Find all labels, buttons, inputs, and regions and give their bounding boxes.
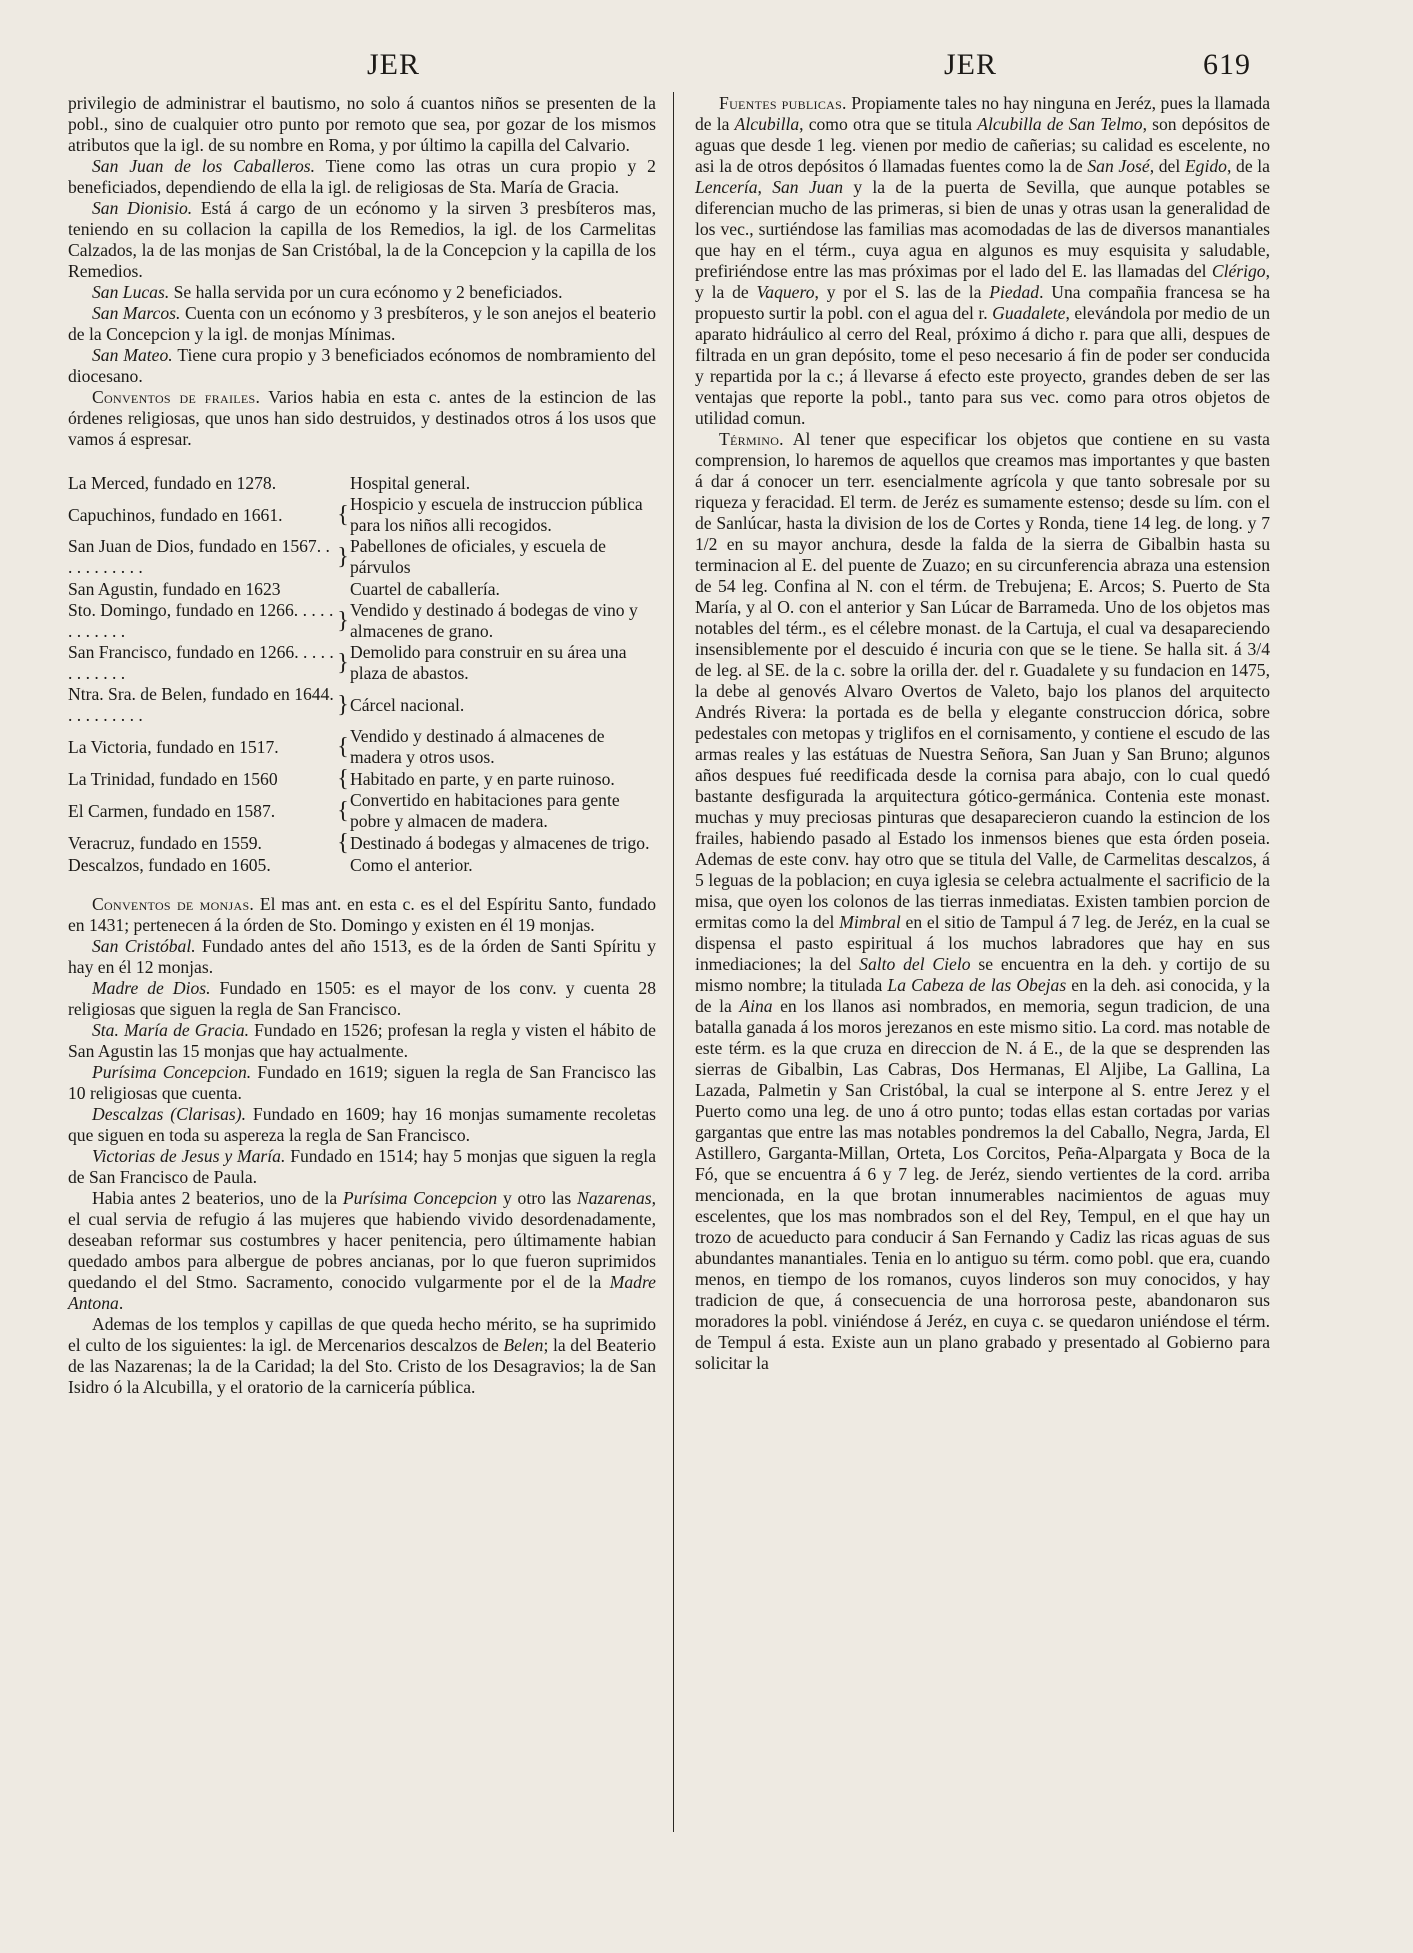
convent-name: Descalzos, fundado en 1605. [68, 854, 271, 875]
entry-san-dionisio: San Dionisio. Está á cargo de un ecónomo y la sirven 3 presbíteros mas, teniendo en su collacion la capilla de los Remedios, la igl. de los Carmelitas Calzados, la de las monjas de San Cristóbal, la de la Concepcion y la capilla de los Remedios. [68, 198, 657, 281]
convent-name: La Victoria, fundado en 1517. [68, 736, 279, 757]
brace: { [337, 766, 349, 792]
section-conventos-monjas: Conventos de monjas. El mas ant. en esta c. es el del Espíritu Santo, fundado en 1431; pertenecen á la órden de Sto. Domingo y existen en él 19 monjas. [68, 894, 657, 935]
convent-name: La Trinidad, fundado en 1560 [68, 768, 278, 789]
entry-san-juan-caballeros: San Juan de los Caballeros. Tiene como las otras un cura propio y 2 beneficiados, dependiendo de ella la igl. de religiosas de Sta. María de Gracia. [68, 156, 656, 197]
convent-name: San Agustin, fundado en 1623 [68, 578, 281, 599]
convent-use: Vendido y destinado á bodegas de vino y almacenes de grano. [350, 600, 638, 641]
brace: } [337, 650, 349, 676]
column-divider [673, 92, 674, 1832]
convent-row [68, 684, 656, 726]
convent-name: San Francisco, fundado en 1266. . . . . . . . . . . . [68, 642, 334, 683]
brace: } [337, 544, 349, 570]
convent-row [68, 578, 656, 600]
entry-sta-maria-gracia: Sta. María de Gracia. Fundado en 1526; profesan la regla y visten el hábito de San Agustin las 15 monjas que hay actualmente. [68, 1020, 656, 1061]
convent-row [68, 536, 656, 578]
convent-name: La Merced, fundado en 1278. [68, 472, 277, 493]
convent-row [68, 726, 656, 768]
convent-use: Pabellones de oficiales, y escuela de párvulos [350, 536, 606, 577]
convent-name: Veracruz, fundado en 1559. [68, 832, 262, 853]
convent-row [68, 472, 656, 494]
entry-san-marcos: San Marcos. Cuenta con un ecónomo y 3 presbíteros, y le son anejos el beaterio de la Concepcion y la igl. de monjas Mínimas. [68, 303, 656, 344]
convents-table [68, 472, 656, 876]
entry-purisima-concepcion: Purísima Concepcion. Fundado en 1619; siguen la regla de San Francisco las 10 religiosas que cuenta. [68, 1062, 656, 1103]
section-conventos-frailes: Conventos de frailes. Varios habia en esta c. antes de la estincion de las órdenes religiosas, que unos han sido destruidos, y destinados otros á los usos que vamos á espresar. [68, 387, 656, 449]
brace: { [337, 830, 349, 856]
convent-row [68, 854, 656, 876]
convent-name: Sto. Domingo, fundado en 1266. . . . . . . . . . . . [68, 600, 334, 641]
paragraph-beaterios: Habia antes 2 beaterios, uno de la Purísima Concepcion y otro las Nazarenas, el cual servia de refugio á las mujeres que habiendo vivido desordenadamente, deseaban reformar sus costumbres y hacer penitencia, pero últimamente habian quedado ambos para albergue de pobres ancianas, por lo que fueron suprimidos quedando el del Stmo. Sacramento, conocido vulgarmente por el de la Madre Antona. [68, 1188, 657, 1313]
convent-name: Capuchinos, fundado en 1661. [68, 504, 283, 525]
entry-san-mateo: San Mateo. Tiene cura propio y 3 beneficiados ecónomos de nombramiento del diocesano. [68, 345, 656, 386]
paragraph-templos-suprimidos: Ademas de los templos y capillas de que queda hecho mérito, se ha suprimido el culto de los siguientes: la igl. de Mercenarios descalzos de Belen; la del Beaterio de las Nazarenas; la de la Caridad; la del Sto. Cristo de los Desagravios; la de San Isidro ó la Alcubilla, y el oratorio de la carnicería pública. [68, 1314, 656, 1397]
convent-use: Como el anterior. [350, 854, 473, 875]
convent-use: Destinado á bodegas y almacenes de trigo. [350, 832, 650, 853]
entry-san-lucas: San Lucas. Se halla servida por un cura ecónomo y 2 beneficiados. [92, 282, 563, 302]
convent-use: Vendido y destinado á almacenes de madera y otros usos. [350, 726, 605, 767]
right-column [695, 93, 1270, 1374]
left-column [68, 93, 656, 1398]
convent-use: Cuartel de caballería. [350, 578, 500, 599]
entry-madre-de-dios: Madre de Dios. Fundado en 1505: es el mayor de los conv. y cuenta 28 religiosas que siguen la regla de San Francisco. [68, 978, 657, 1019]
convent-row [68, 768, 656, 790]
convent-use: Convertido en habitaciones para gente pobre y almacen de madera. [350, 790, 620, 831]
convent-use: Hospicio y escuela de instruccion pública para los niños alli recogidos. [350, 494, 643, 535]
brace: { [337, 798, 349, 824]
convent-use: Habitado en parte, y en parte ruinoso. [350, 768, 615, 789]
convent-name: San Juan de Dios, fundado en 1567. . . . . . . . . . . [68, 536, 330, 577]
entry-victorias: Victorias de Jesus y María. Fundado en 1514; hay 5 monjas que siguen la regla de San Francisco de Paula. [68, 1146, 656, 1187]
convent-use: Cárcel nacional. [350, 694, 465, 715]
convent-row [68, 642, 656, 684]
brace: } [337, 608, 349, 634]
paragraph: privilegio de administrar el bautismo, no solo á cuantos niños se presenten de la pobl., sino de cualquier otro punto por remoto que sea, por gozar de los mismos atributos que la igl. de su nombre en Roma, y por último la capilla del Calvario. [68, 93, 656, 155]
convent-use: Demolido para construir en su área una plaza de abastos. [350, 642, 627, 683]
page-number: 619 [1203, 48, 1251, 81]
entry-san-cristobal: San Cristóbal. Fundado antes del año 1513, es de la órden de Santi Spíritu y hay en él 12 monjas. [68, 936, 656, 977]
convent-name: El Carmen, fundado en 1587. [68, 800, 276, 821]
convent-row [68, 832, 656, 854]
convent-row [68, 790, 656, 832]
brace: { [337, 502, 349, 528]
convent-row [68, 494, 656, 536]
brace: { [337, 734, 349, 760]
convent-row [68, 600, 656, 642]
brace: } [337, 692, 349, 718]
running-head-left: JER [367, 48, 421, 81]
convent-name: Ntra. Sra. de Belen, fundado en 1644. . . . . . . . . . [68, 684, 334, 725]
convent-use: Hospital general. [350, 472, 471, 493]
running-head-center: JER [944, 48, 998, 81]
entry-descalzas: Descalzas (Clarisas). Fundado en 1609; hay 16 monjas sumamente recoletas que siguen en toda su aspereza la regla de San Francisco. [68, 1104, 656, 1145]
section-fuentes-publicas: Fuentes publicas. Propiamente tales no hay ninguna en Jeréz, pues la llamada de la Alcubilla, como otra que se titula Alcubilla de San Telmo, son depósitos de aguas que desde 1 leg. vienen por medio de cañerias; su calidad es escelente, no asi la de otros depósitos ó llamadas fuentes como la de San José, del Egido, de la Lencería, San Juan y la de la puerta de Sevilla, que aunque potables se diferencian mucho de las primeras, si bien de unas y otras usan la generalidad de los vec., surtiéndose las familias mas acomodadas de las de diversos manantiales que hay en el térm., cuya agua en algunos es muy esquisita y saludable, prefiriéndose entre las mas próximas por el lado del E. las llamadas del Clérigo, y la de Vaquero, y por el S. las de la Piedad. Una compañia francesa se ha propuesto surtir la pobl. con el agua del r. Guadalete, elevándola por medio de un aparato hidráulico al cerro del Real, próximo á dicho r. para que alli, despues de filtrada en un gran depósito, tome el peso necesario á fin de poder ser conducida y repartida por la c.; á llevarse á efecto este proyecto, grandes deben de ser las ventajas que reporte la pobl., tanto para sus vec. como para otros objetos de utilidad comun. [695, 93, 1271, 428]
section-termino: Término. Al tener que especificar los objetos que contiene en su vasta comprension, lo haremos de aquellos que creamos mas importantes y que basten á dar á conocer un terr. esencialmente agrícola y que tanto sobresale por su riqueza y feracidad. El term. de Jeréz es sumamente estenso; desde su lím. con el de Sanlúcar, hasta la division de los de Cortes y Ronda, tiene 14 leg. de long. y 7 1/2 en su mayor anchura, desde la falda de la sierra de Gibalbin hasta su terminacion al E. del puente de Zuazo; en su circunferencia abraza una estension de 54 leg. Confina al N. con el térm. de Trebujena; E. Arcos; S. Puerto de Sta María, y al O. con el anterior y San Lúcar de Barrameda. Uno de los objetos mas notables del térm., es el célebre monast. de la Cartuja, el cual va desapareciendo insensiblemente por el descuido é incuria con que se le tiene. Se halla sit. á 3/4 de leg. al SE. de la c. sobre la orilla der. del r. Guadalete y su fundacion en 1475, la debe al genovés Alvaro Overtos de Valeto, bajo los planos del arquitecto Andrés Rivera: la portada es de bella y elegante construccion dórica, sobre pedestales con metopas y triglifos en el cornisamento, y contiene el escudo de las armas reales y las estátuas de Nuestra Señora, San Juan y San Bruno; algunos años despues fué reedificada desde la cornisa para abajo, con lo cual quedó bastante desfigurada la arquitectura gótico-germánica. Contenia este monast. muchas y muy preciosas pinturas que desaparecieron cuando la estincion de los frailes, habiendo pasado al Estado los inmensos bienes que esta órden poseia. Ademas de este conv. hay otro que se titula del Valle, de Carmelitas descalzos, á 5 leguas de la poblacion; en cuya iglesia se celebra actualmente el sacrificio de la misa, que oyen los colonos de las tierras inmediatas. Existen tambien porcion de ermitas como la del Mimbral en el sitio de Tampul á 7 leg. de Jeréz, en la cual se dispensa el pasto espiritual á los muchos labradores que hay en sus inmediaciones; la del Salto del Cielo se encuentra en la deh. y cortijo de su mismo nombre; la titulada La Cabeza de las Obejas en la deh. asi conocida, y la de la Aina en los llanos asi nombrados, en memoria, segun tradicion, de una batalla ganada á los moros jerezanos en este mismo sitio. La cord. mas notable de este térm. es la que cruza en direccion de N. á E., de la que se desprenden las sierras de Gibalbin, Las Cabras, Dos Hermanas, El Aljibe, La Gallina, La Lazada, Palmetin y San Cristóbal, la cual se interpone al S. entre Jerez y el Puerto como una leg. de uno á otro punto; todas ellas estan cortadas por varias gargantas que entre las mas notables pondremos la del Caballo, Negra, Jarda, El Astillero, Garganta-Millan, Orteta, Los Corcitos, Peña-Alpargata y Boca de la Fó, que se encuentra á 6 y 7 leg. de Jeréz, siendo vertientes de la cord. arriba mencionada, en la que brotan innumerables nacimientos de aguas muy escelentes, que los mas nombrados son el del Rey, Tempul, en el que hay un trozo de acueducto para conducir á San Fernando y Cadiz las ricas aguas de sus abundantes manantiales. Tenia en lo antiguo su térm. como pobl. que era, cuando menos, en tiempo de los romanos, cuyos linderos son muy conocidos, y hay tradicion de que, á consecuencia de una horrorosa peste, abandonaron sus moradores la pobl. viniéndose á Jeréz, en cuya c. se quedaron uniéndose el térm. de Tempul á esta. Existe aun un plano grabado y presentado al Gobierno para solicitar la [695, 429, 1270, 1373]
